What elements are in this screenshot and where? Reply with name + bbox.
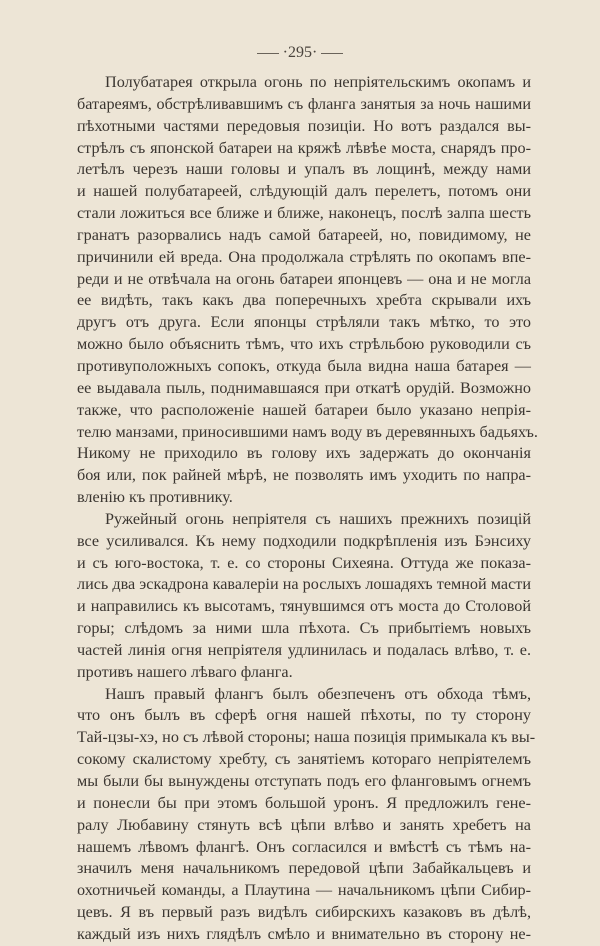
text-line: ралу Любавину стянуть всѣ цѣпи влѣво и занять хребетъ на xyxy=(77,815,531,834)
text-line: ее видѣть, такъ какъ два поперечныхъ хребта скрывали ихъ xyxy=(77,291,531,310)
text-line: частей линія огня непріятеля удлинилась и подалась влѣво, т. е. xyxy=(77,640,531,659)
text-line: боя или, пок райней мѣрѣ, не позволять имъ уходить по напра- xyxy=(77,466,531,485)
text-line: Нашъ правый флангъ былъ обезпеченъ отъ обхода тѣмъ, xyxy=(105,684,531,703)
text-line: гранатъ разорвались надъ самой батареей, но, повидимому, не xyxy=(77,225,531,244)
text-line: стали ложиться все ближе и ближе, наконецъ, послѣ залпа шесть xyxy=(77,204,531,223)
text-line: Ружейный огонь непріятеля съ нашихъ прежнихъ позицій xyxy=(105,509,531,528)
paragraph xyxy=(77,509,531,684)
paragraph xyxy=(77,72,538,509)
page-number: ·295· xyxy=(0,44,600,62)
text-line: охотничьей команды, а Плаутина — начальникомъ цѣпи Сибир- xyxy=(77,881,531,900)
body-text xyxy=(77,72,538,946)
text-line: цевъ. Я въ первый разъ видѣлъ сибирскихъ казаковъ въ дѣлѣ, xyxy=(77,903,531,922)
paragraph xyxy=(77,684,536,946)
text-line: и съ юго-востока, т. е. со стороны Сихеяна. Оттуда же показа- xyxy=(77,553,531,572)
text-line: сокому скалистому хребту, съ занятіемъ котораго непріятелемъ xyxy=(77,750,531,769)
text-line: Тай-цзы-хэ, но съ лѣвой стороны; наша позиція примыкала къ вы- xyxy=(77,728,536,747)
text-line: лись два эскадрона кавалеріи на рослыхъ лошадяхъ темной масти xyxy=(77,575,531,594)
text-line: значилъ меня начальникомъ передовой цѣпи Забайкальцевъ и xyxy=(77,859,531,878)
text-line: что онъ былъ въ сферѣ огня нашей пѣхоты, по ту сторону xyxy=(77,706,531,725)
text-line: нашемъ лѣвомъ флангѣ. Онъ согласился и вмѣстѣ съ тѣмъ на- xyxy=(77,837,531,856)
text-line: телю манзами, приносившими намъ воду въ деревянныхъ бадьяхъ. xyxy=(77,422,538,441)
ornament-dash-right xyxy=(321,53,343,54)
text-line: все усиливался. Къ нему подходили подкрѣпленія изъ Бэнсиху xyxy=(77,531,531,550)
text-line: противъ нашего лѣваго фланга. xyxy=(77,662,293,681)
text-line: можно было объяснить тѣмъ, что ихъ стрѣльбою руководили съ xyxy=(77,335,531,354)
page-number-text: 295 xyxy=(288,44,312,61)
text-line: стрѣлъ съ японской батареи на кряжѣ лѣвѣе моста, снарядъ про- xyxy=(77,138,531,157)
ornament-dash-left xyxy=(257,53,279,54)
text-line: батареямъ, обстрѣливавшимъ съ фланга занятыя за ночь нашими xyxy=(77,94,531,113)
text-line: также, что расположеніе нашей батареи было указано непрія- xyxy=(77,400,531,419)
text-line: пѣхотными частями передовыя позиціи. Но вотъ раздался вы- xyxy=(77,116,531,135)
text-line: и направились къ высотамъ, тянувшимся отъ моста до Столовой xyxy=(77,597,531,616)
text-line: противуположныхъ сопокъ, откуда была видна наша батарея — xyxy=(77,356,531,375)
text-line: мы были бы вынуждены отступать подъ его фланговымъ огнемъ xyxy=(77,772,531,790)
text-line: Никому не приходило въ голову ихъ задержать до окончанія xyxy=(77,444,531,463)
text-line: и нашей полубатареей, слѣдующій далъ перелетъ, потомъ они xyxy=(77,182,531,201)
text-line: каждый изъ нихъ глядѣлъ смѣло и внимательно въ сторону не- xyxy=(77,924,531,943)
text-line: и понесли бы при этомъ большой уронъ. Я предложилъ гене- xyxy=(77,793,531,812)
text-line: другъ отъ друга. Если японцы стрѣляли такъ мѣтко, то это xyxy=(77,313,531,332)
text-line: ее выдавала пыль, поднимавшаяся при откатѣ орудій. Возможно xyxy=(77,378,531,397)
text-line: Полубатарея открыла огонь по непріятельскимъ окопамъ и xyxy=(105,73,531,91)
text-line: причинили ей вреда. Она продолжала стрѣлять по окопамъ впе- xyxy=(77,247,531,266)
text-line: реди и не отвѣчала на огонь батареи японцевъ — она и не могла xyxy=(77,269,531,288)
text-line: горы; слѣдомъ за ними шла пѣхота. Съ прибытіемъ новыхъ xyxy=(77,619,531,638)
text-line: вленію къ противнику. xyxy=(77,488,233,507)
text-line: летѣлъ черезъ наши головы и упалъ въ лощинѣ, между нами xyxy=(77,160,531,179)
